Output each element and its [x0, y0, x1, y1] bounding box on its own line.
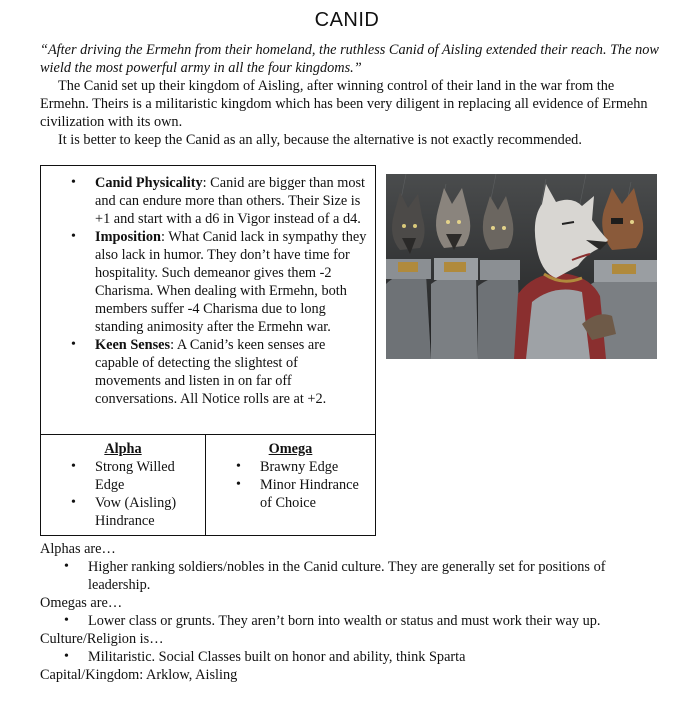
trait-imposition — [95, 228, 367, 336]
trait-name: Canid Physicality — [95, 175, 203, 191]
alpha-heading: Alpha — [104, 441, 142, 457]
trait-name: Imposition — [95, 229, 161, 245]
alpha-column — [41, 440, 205, 530]
culture-item: • Militaristic. Social Classes built on honor and ability, think Sparta — [88, 648, 648, 666]
omegas-item: • Lower class or grunts. They aren’t born into wealth or status and must work their way up. — [88, 612, 648, 630]
intro-quote: “After driving the Ermehn from their homeland, the ruthless Canid of Aisling extended their reach. The now wield the most powerful army in all the four kingdoms.” — [40, 42, 659, 76]
omegas-label: Omegas are… — [40, 595, 123, 611]
traits-table — [40, 165, 376, 536]
culture-list — [40, 648, 660, 666]
traits-cell — [41, 166, 375, 434]
omega-item: • Brawny Edge — [260, 458, 372, 476]
omega-list — [206, 458, 375, 512]
trait-name: Keen Senses — [95, 337, 171, 353]
capital-line: Capital/Kingdom: Arklow, Aisling — [40, 667, 238, 683]
trait-physicality — [95, 174, 367, 228]
trait-text: : Canid are bigger than most and can endure more than others. Their Size is +1 and start with a d6 in Vigor instead of a d4. — [95, 175, 366, 227]
trait-text: : What Canid lack in sympathy they also lack in humor. They don’t have time for hospitality. Such demeanor gives them -2 Charisma. When dealing with Ermehn, both members suffer -4 Charisma due to long standing animosity after the Ermehn war. — [95, 229, 367, 335]
page-title: CANID — [314, 9, 380, 31]
traits-list — [41, 174, 367, 408]
omega-item: • Minor Hindrance of Choice — [260, 476, 372, 512]
alphas-list — [40, 558, 660, 594]
alpha-list — [41, 458, 205, 530]
canid-soldiers-illustration — [386, 174, 657, 359]
trait-text: : A Canid’s keen senses are capable of detecting the slightest of movements and listen in on far off conversations. All Notice rolls are at +2. — [95, 337, 327, 407]
table-divider-horizontal — [41, 434, 375, 435]
intro-paragraph-2: It is better to keep the Canid as an ally, because the alternative is not exactly recommended. — [58, 132, 582, 148]
alpha-item: • Vow (Aisling) Hindrance — [95, 494, 199, 530]
lower-section — [40, 540, 660, 684]
omegas-list — [40, 612, 660, 630]
omega-column — [206, 440, 375, 512]
illustration-drawing — [386, 174, 657, 359]
omega-heading: Omega — [268, 441, 313, 457]
trait-keen-senses — [95, 336, 367, 408]
intro-paragraph-1: The Canid set up their kingdom of Aisling, after winning control of their land in the war from the Ermehn. Theirs is a militaristic kingdom which has been very diligent in replacing all evidence of Ermehn civilization with its own. — [40, 78, 648, 130]
alpha-item: • Strong Willed Edge — [95, 458, 199, 494]
culture-label: Culture/Religion is… — [40, 631, 164, 647]
alphas-label: Alphas are… — [40, 541, 116, 557]
alphas-item: • Higher ranking soldiers/nobles in the Canid culture. They are generally set for positions of leadership. — [88, 558, 648, 594]
